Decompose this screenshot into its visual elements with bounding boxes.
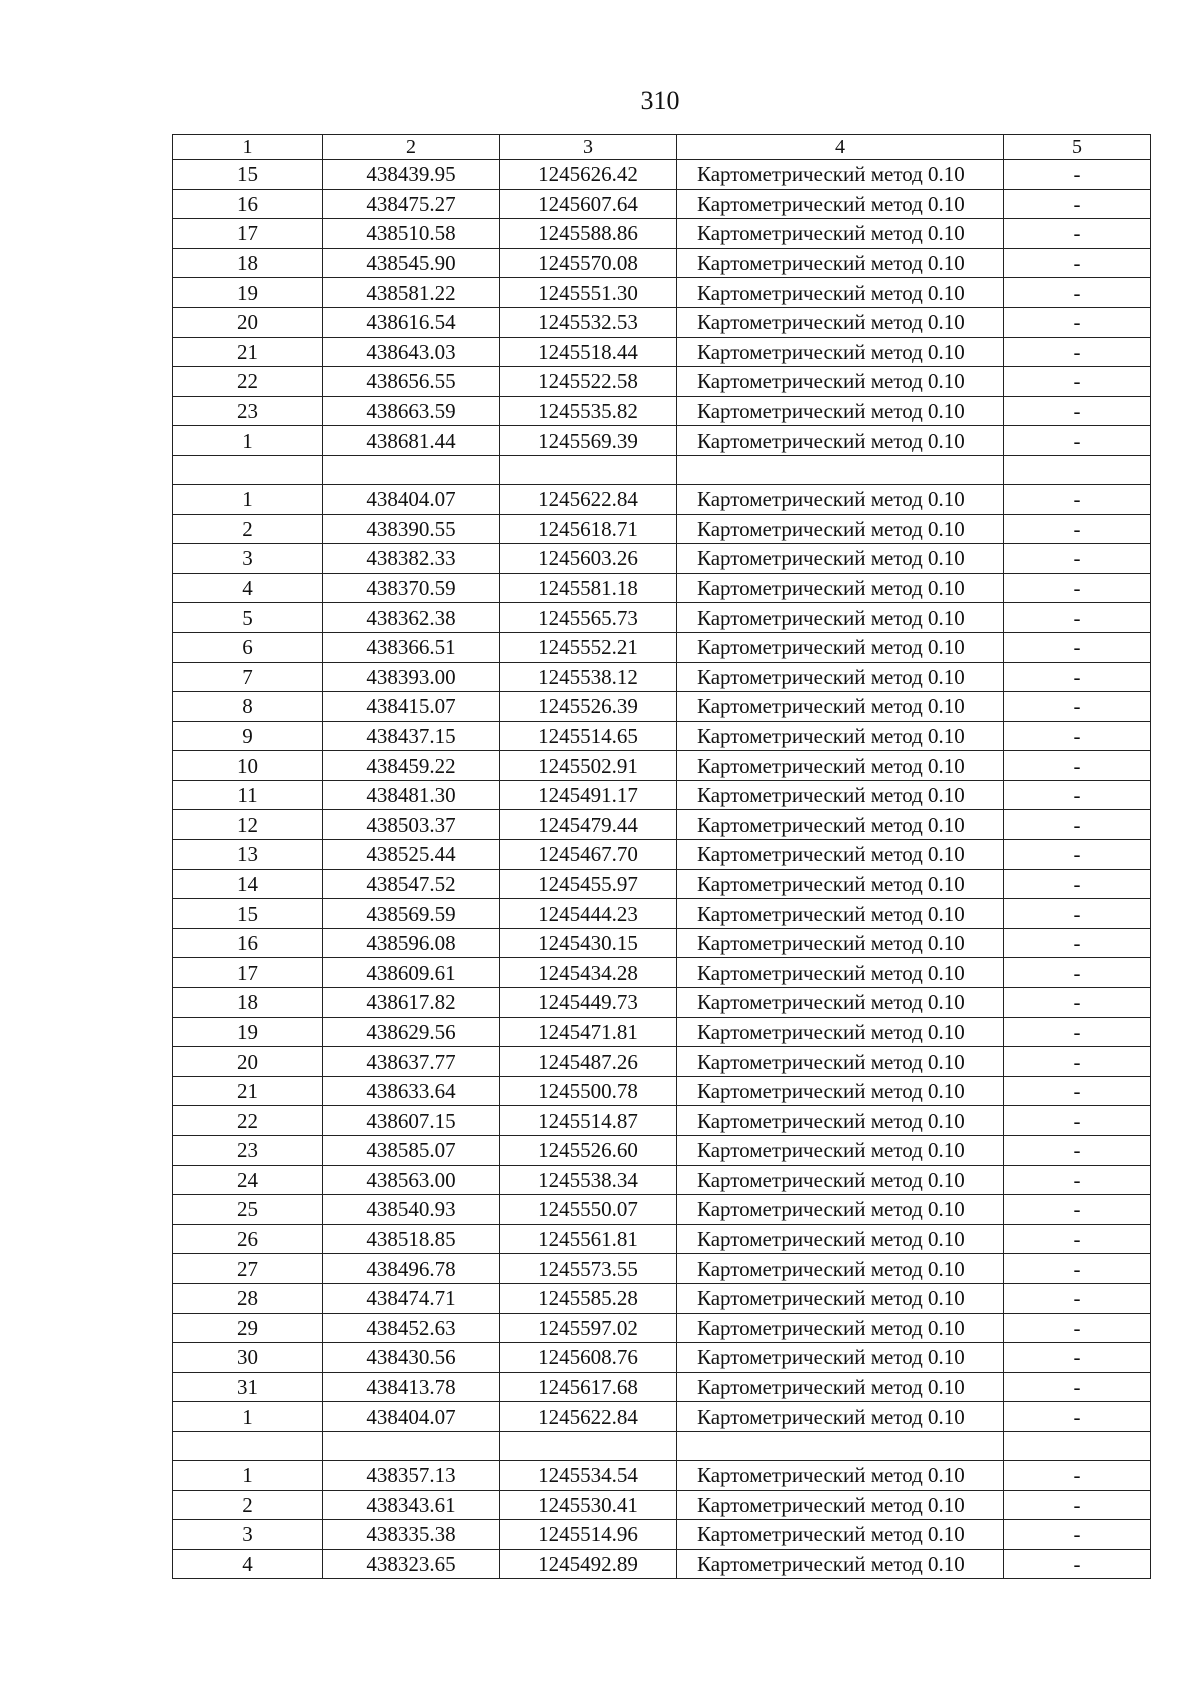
method-cell: Картометрический метод 0.10 xyxy=(677,869,1004,899)
note-cell: - xyxy=(1004,810,1151,840)
y-coordinate-cell: 1245608.76 xyxy=(500,1343,677,1373)
point-number-cell: 15 xyxy=(173,160,323,190)
y-coordinate-cell: 1245487.26 xyxy=(500,1047,677,1077)
note-cell: - xyxy=(1004,1372,1151,1402)
table-row xyxy=(173,1402,1151,1432)
method-cell: Картометрический метод 0.10 xyxy=(677,662,1004,692)
note-cell: - xyxy=(1004,632,1151,662)
y-coordinate-cell: 1245514.87 xyxy=(500,1106,677,1136)
x-coordinate-cell: 438366.51 xyxy=(323,632,500,662)
note-cell: - xyxy=(1004,1195,1151,1225)
table-row xyxy=(173,1460,1151,1490)
y-coordinate-cell: 1245622.84 xyxy=(500,1402,677,1432)
table-row xyxy=(173,1106,1151,1136)
x-coordinate-cell: 438609.61 xyxy=(323,958,500,988)
table-row xyxy=(173,899,1151,929)
table-row xyxy=(173,840,1151,870)
method-cell: Картометрический метод 0.10 xyxy=(677,1402,1004,1432)
x-coordinate-cell: 438404.07 xyxy=(323,1402,500,1432)
method-cell: Картометрический метод 0.10 xyxy=(677,692,1004,722)
y-coordinate-cell: 1245522.58 xyxy=(500,367,677,397)
note-cell: - xyxy=(1004,1136,1151,1166)
note-cell: - xyxy=(1004,337,1151,367)
x-coordinate-cell: 438563.00 xyxy=(323,1165,500,1195)
table-row xyxy=(173,1343,1151,1373)
point-number-cell: 19 xyxy=(173,1017,323,1047)
x-coordinate-cell: 438382.33 xyxy=(323,544,500,574)
point-number-cell: 10 xyxy=(173,751,323,781)
point-number-cell: 29 xyxy=(173,1313,323,1343)
x-coordinate-cell: 438343.61 xyxy=(323,1490,500,1520)
y-coordinate-cell: 1245538.34 xyxy=(500,1165,677,1195)
y-coordinate-cell: 1245471.81 xyxy=(500,1017,677,1047)
y-coordinate-cell: 1245500.78 xyxy=(500,1076,677,1106)
table-row xyxy=(173,189,1151,219)
x-coordinate-cell: 438437.15 xyxy=(323,721,500,751)
point-number-cell: 1 xyxy=(173,484,323,514)
x-coordinate-cell: 438362.38 xyxy=(323,603,500,633)
note-cell: - xyxy=(1004,278,1151,308)
note-cell: - xyxy=(1004,426,1151,456)
point-number-cell: 31 xyxy=(173,1372,323,1402)
x-coordinate-cell: 438545.90 xyxy=(323,248,500,278)
method-cell: Картометрический метод 0.10 xyxy=(677,1224,1004,1254)
table-row xyxy=(173,958,1151,988)
table-row xyxy=(173,337,1151,367)
table-row xyxy=(173,1313,1151,1343)
point-number-cell: 23 xyxy=(173,1136,323,1166)
y-coordinate-cell: 1245434.28 xyxy=(500,958,677,988)
point-number-cell: 25 xyxy=(173,1195,323,1225)
method-cell: Картометрический метод 0.10 xyxy=(677,1313,1004,1343)
x-coordinate-cell: 438335.38 xyxy=(323,1520,500,1550)
x-coordinate-cell: 438637.77 xyxy=(323,1047,500,1077)
note-cell: - xyxy=(1004,988,1151,1018)
method-cell xyxy=(677,1431,1004,1460)
x-coordinate-cell: 438681.44 xyxy=(323,426,500,456)
y-coordinate-cell: 1245581.18 xyxy=(500,573,677,603)
method-cell: Картометрический метод 0.10 xyxy=(677,189,1004,219)
x-coordinate-cell: 438617.82 xyxy=(323,988,500,1018)
point-number-cell: 20 xyxy=(173,307,323,337)
y-coordinate-cell: 1245502.91 xyxy=(500,751,677,781)
note-cell: - xyxy=(1004,514,1151,544)
y-coordinate-cell: 1245526.39 xyxy=(500,692,677,722)
y-coordinate-cell: 1245530.41 xyxy=(500,1490,677,1520)
method-cell: Картометрический метод 0.10 xyxy=(677,780,1004,810)
note-cell: - xyxy=(1004,1460,1151,1490)
x-coordinate-cell: 438474.71 xyxy=(323,1283,500,1313)
x-coordinate-cell: 438540.93 xyxy=(323,1195,500,1225)
point-number-cell xyxy=(173,455,323,484)
method-cell: Картометрический метод 0.10 xyxy=(677,1106,1004,1136)
method-cell: Картометрический метод 0.10 xyxy=(677,1372,1004,1402)
table-row xyxy=(173,632,1151,662)
note-cell: - xyxy=(1004,1490,1151,1520)
point-number-cell: 26 xyxy=(173,1224,323,1254)
note-cell: - xyxy=(1004,1520,1151,1550)
note-cell: - xyxy=(1004,248,1151,278)
table-row xyxy=(173,1047,1151,1077)
x-coordinate-cell: 438404.07 xyxy=(323,484,500,514)
x-coordinate-cell: 438510.58 xyxy=(323,219,500,249)
method-cell xyxy=(677,455,1004,484)
note-cell: - xyxy=(1004,160,1151,190)
note-cell: - xyxy=(1004,189,1151,219)
x-coordinate-cell: 438439.95 xyxy=(323,160,500,190)
y-coordinate-cell: 1245573.55 xyxy=(500,1254,677,1284)
note-cell: - xyxy=(1004,1343,1151,1373)
method-cell: Картометрический метод 0.10 xyxy=(677,603,1004,633)
point-number-cell: 2 xyxy=(173,1490,323,1520)
point-number-cell: 5 xyxy=(173,603,323,633)
point-number-cell: 3 xyxy=(173,544,323,574)
table-row xyxy=(173,662,1151,692)
x-coordinate-cell: 438370.59 xyxy=(323,573,500,603)
header-cell-3: 3 xyxy=(500,135,677,160)
x-coordinate-cell xyxy=(323,1431,500,1460)
table-row xyxy=(173,1283,1151,1313)
point-number-cell: 17 xyxy=(173,219,323,249)
y-coordinate-cell: 1245607.64 xyxy=(500,189,677,219)
table-row xyxy=(173,426,1151,456)
note-cell: - xyxy=(1004,603,1151,633)
x-coordinate-cell: 438569.59 xyxy=(323,899,500,929)
point-number-cell: 4 xyxy=(173,1549,323,1579)
table-row xyxy=(173,1549,1151,1579)
point-number-cell: 9 xyxy=(173,721,323,751)
y-coordinate-cell: 1245514.65 xyxy=(500,721,677,751)
table-row xyxy=(173,544,1151,574)
table-row xyxy=(173,1017,1151,1047)
y-coordinate-cell: 1245449.73 xyxy=(500,988,677,1018)
point-number-cell: 8 xyxy=(173,692,323,722)
table-row xyxy=(173,160,1151,190)
y-coordinate-cell: 1245430.15 xyxy=(500,928,677,958)
y-coordinate-cell: 1245569.39 xyxy=(500,426,677,456)
point-number-cell: 4 xyxy=(173,573,323,603)
method-cell: Картометрический метод 0.10 xyxy=(677,810,1004,840)
table-separator-row xyxy=(173,1431,1151,1460)
y-coordinate-cell: 1245534.54 xyxy=(500,1460,677,1490)
x-coordinate-cell: 438481.30 xyxy=(323,780,500,810)
x-coordinate-cell: 438518.85 xyxy=(323,1224,500,1254)
y-coordinate-cell: 1245626.42 xyxy=(500,160,677,190)
x-coordinate-cell: 438413.78 xyxy=(323,1372,500,1402)
table-row xyxy=(173,484,1151,514)
x-coordinate-cell: 438496.78 xyxy=(323,1254,500,1284)
note-cell: - xyxy=(1004,662,1151,692)
header-cell-1: 1 xyxy=(173,135,323,160)
note-cell: - xyxy=(1004,1313,1151,1343)
note-cell: - xyxy=(1004,484,1151,514)
table-row xyxy=(173,573,1151,603)
method-cell: Картометрический метод 0.10 xyxy=(677,1136,1004,1166)
note-cell: - xyxy=(1004,1549,1151,1579)
y-coordinate-cell: 1245618.71 xyxy=(500,514,677,544)
table-row xyxy=(173,1490,1151,1520)
x-coordinate-cell: 438357.13 xyxy=(323,1460,500,1490)
y-coordinate-cell: 1245518.44 xyxy=(500,337,677,367)
table-row xyxy=(173,869,1151,899)
table-row xyxy=(173,248,1151,278)
method-cell: Картометрический метод 0.10 xyxy=(677,1549,1004,1579)
x-coordinate-cell: 438430.56 xyxy=(323,1343,500,1373)
y-coordinate-cell xyxy=(500,1431,677,1460)
y-coordinate-cell: 1245479.44 xyxy=(500,810,677,840)
table-row xyxy=(173,692,1151,722)
method-cell: Картометрический метод 0.10 xyxy=(677,1283,1004,1313)
y-coordinate-cell: 1245603.26 xyxy=(500,544,677,574)
point-number-cell xyxy=(173,1431,323,1460)
x-coordinate-cell: 438656.55 xyxy=(323,367,500,397)
note-cell: - xyxy=(1004,869,1151,899)
point-number-cell: 2 xyxy=(173,514,323,544)
method-cell: Картометрический метод 0.10 xyxy=(677,426,1004,456)
page-number: 310 xyxy=(640,86,680,115)
table-separator-row xyxy=(173,455,1151,484)
x-coordinate-cell: 438390.55 xyxy=(323,514,500,544)
note-cell: - xyxy=(1004,751,1151,781)
x-coordinate-cell: 438525.44 xyxy=(323,840,500,870)
table-row xyxy=(173,307,1151,337)
x-coordinate-cell: 438616.54 xyxy=(323,307,500,337)
point-number-cell: 12 xyxy=(173,810,323,840)
note-cell: - xyxy=(1004,1402,1151,1432)
note-cell: - xyxy=(1004,367,1151,397)
x-coordinate-cell: 438663.59 xyxy=(323,396,500,426)
point-number-cell: 24 xyxy=(173,1165,323,1195)
point-number-cell: 21 xyxy=(173,337,323,367)
y-coordinate-cell: 1245622.84 xyxy=(500,484,677,514)
method-cell: Картометрический метод 0.10 xyxy=(677,367,1004,397)
method-cell: Картометрический метод 0.10 xyxy=(677,632,1004,662)
method-cell: Картометрический метод 0.10 xyxy=(677,899,1004,929)
method-cell: Картометрический метод 0.10 xyxy=(677,307,1004,337)
x-coordinate-cell xyxy=(323,455,500,484)
point-number-cell: 28 xyxy=(173,1283,323,1313)
header-cell-5: 5 xyxy=(1004,135,1151,160)
method-cell: Картометрический метод 0.10 xyxy=(677,840,1004,870)
y-coordinate-cell: 1245597.02 xyxy=(500,1313,677,1343)
y-coordinate-cell: 1245552.21 xyxy=(500,632,677,662)
table-row xyxy=(173,1136,1151,1166)
method-cell: Картометрический метод 0.10 xyxy=(677,1490,1004,1520)
point-number-cell: 19 xyxy=(173,278,323,308)
note-cell: - xyxy=(1004,840,1151,870)
point-number-cell: 7 xyxy=(173,662,323,692)
note-cell xyxy=(1004,455,1151,484)
table-row xyxy=(173,988,1151,1018)
method-cell: Картометрический метод 0.10 xyxy=(677,1047,1004,1077)
method-cell: Картометрический метод 0.10 xyxy=(677,1195,1004,1225)
table-row xyxy=(173,1224,1151,1254)
note-cell: - xyxy=(1004,1106,1151,1136)
y-coordinate-cell: 1245532.53 xyxy=(500,307,677,337)
note-cell: - xyxy=(1004,544,1151,574)
note-cell: - xyxy=(1004,396,1151,426)
point-number-cell: 16 xyxy=(173,928,323,958)
y-coordinate-cell: 1245444.23 xyxy=(500,899,677,929)
method-cell: Картометрический метод 0.10 xyxy=(677,337,1004,367)
point-number-cell: 16 xyxy=(173,189,323,219)
table-row xyxy=(173,1520,1151,1550)
method-cell: Картометрический метод 0.10 xyxy=(677,1165,1004,1195)
point-number-cell: 1 xyxy=(173,1460,323,1490)
y-coordinate-cell xyxy=(500,455,677,484)
method-cell: Картометрический метод 0.10 xyxy=(677,1076,1004,1106)
table-row xyxy=(173,751,1151,781)
y-coordinate-cell: 1245526.60 xyxy=(500,1136,677,1166)
point-number-cell: 21 xyxy=(173,1076,323,1106)
x-coordinate-cell: 438547.52 xyxy=(323,869,500,899)
method-cell: Картометрический метод 0.10 xyxy=(677,958,1004,988)
coordinates-table-container xyxy=(172,134,1146,1579)
point-number-cell: 27 xyxy=(173,1254,323,1284)
table-row xyxy=(173,1195,1151,1225)
header-cell-4: 4 xyxy=(677,135,1004,160)
point-number-cell: 20 xyxy=(173,1047,323,1077)
y-coordinate-cell: 1245538.12 xyxy=(500,662,677,692)
x-coordinate-cell: 438415.07 xyxy=(323,692,500,722)
point-number-cell: 13 xyxy=(173,840,323,870)
method-cell: Картометрический метод 0.10 xyxy=(677,928,1004,958)
point-number-cell: 14 xyxy=(173,869,323,899)
note-cell: - xyxy=(1004,928,1151,958)
method-cell: Картометрический метод 0.10 xyxy=(677,219,1004,249)
note-cell: - xyxy=(1004,1076,1151,1106)
table-body xyxy=(173,135,1151,1579)
note-cell: - xyxy=(1004,307,1151,337)
x-coordinate-cell: 438459.22 xyxy=(323,751,500,781)
point-number-cell: 18 xyxy=(173,988,323,1018)
y-coordinate-cell: 1245535.82 xyxy=(500,396,677,426)
x-coordinate-cell: 438581.22 xyxy=(323,278,500,308)
y-coordinate-cell: 1245565.73 xyxy=(500,603,677,633)
y-coordinate-cell: 1245617.68 xyxy=(500,1372,677,1402)
y-coordinate-cell: 1245585.28 xyxy=(500,1283,677,1313)
y-coordinate-cell: 1245570.08 xyxy=(500,248,677,278)
note-cell: - xyxy=(1004,1047,1151,1077)
y-coordinate-cell: 1245455.97 xyxy=(500,869,677,899)
table-row xyxy=(173,603,1151,633)
table-row xyxy=(173,810,1151,840)
y-coordinate-cell: 1245514.96 xyxy=(500,1520,677,1550)
method-cell: Картометрический метод 0.10 xyxy=(677,988,1004,1018)
point-number-cell: 22 xyxy=(173,1106,323,1136)
table-header-row xyxy=(173,135,1151,160)
table-row xyxy=(173,1254,1151,1284)
x-coordinate-cell: 438503.37 xyxy=(323,810,500,840)
method-cell: Картометрический метод 0.10 xyxy=(677,248,1004,278)
x-coordinate-cell: 438643.03 xyxy=(323,337,500,367)
x-coordinate-cell: 438629.56 xyxy=(323,1017,500,1047)
note-cell: - xyxy=(1004,899,1151,929)
point-number-cell: 22 xyxy=(173,367,323,397)
x-coordinate-cell: 438452.63 xyxy=(323,1313,500,1343)
note-cell: - xyxy=(1004,1283,1151,1313)
x-coordinate-cell: 438585.07 xyxy=(323,1136,500,1166)
table-row xyxy=(173,219,1151,249)
table-row xyxy=(173,1165,1151,1195)
method-cell: Картометрический метод 0.10 xyxy=(677,544,1004,574)
x-coordinate-cell: 438475.27 xyxy=(323,189,500,219)
point-number-cell: 30 xyxy=(173,1343,323,1373)
coordinates-table xyxy=(172,134,1151,1579)
method-cell: Картометрический метод 0.10 xyxy=(677,396,1004,426)
note-cell: - xyxy=(1004,219,1151,249)
x-coordinate-cell: 438607.15 xyxy=(323,1106,500,1136)
table-row xyxy=(173,1076,1151,1106)
point-number-cell: 18 xyxy=(173,248,323,278)
point-number-cell: 15 xyxy=(173,899,323,929)
method-cell: Картометрический метод 0.10 xyxy=(677,1520,1004,1550)
method-cell: Картометрический метод 0.10 xyxy=(677,721,1004,751)
y-coordinate-cell: 1245491.17 xyxy=(500,780,677,810)
method-cell: Картометрический метод 0.10 xyxy=(677,514,1004,544)
point-number-cell: 6 xyxy=(173,632,323,662)
note-cell xyxy=(1004,1431,1151,1460)
point-number-cell: 11 xyxy=(173,780,323,810)
method-cell: Картометрический метод 0.10 xyxy=(677,1460,1004,1490)
note-cell: - xyxy=(1004,1017,1151,1047)
table-row xyxy=(173,928,1151,958)
y-coordinate-cell: 1245492.89 xyxy=(500,1549,677,1579)
method-cell: Картометрический метод 0.10 xyxy=(677,573,1004,603)
y-coordinate-cell: 1245550.07 xyxy=(500,1195,677,1225)
note-cell: - xyxy=(1004,1224,1151,1254)
table-row xyxy=(173,780,1151,810)
method-cell: Картометрический метод 0.10 xyxy=(677,160,1004,190)
y-coordinate-cell: 1245561.81 xyxy=(500,1224,677,1254)
point-number-cell: 17 xyxy=(173,958,323,988)
table-row xyxy=(173,396,1151,426)
x-coordinate-cell: 438596.08 xyxy=(323,928,500,958)
method-cell: Картометрический метод 0.10 xyxy=(677,1254,1004,1284)
note-cell: - xyxy=(1004,780,1151,810)
point-number-cell: 1 xyxy=(173,426,323,456)
x-coordinate-cell: 438633.64 xyxy=(323,1076,500,1106)
table-row xyxy=(173,514,1151,544)
y-coordinate-cell: 1245588.86 xyxy=(500,219,677,249)
method-cell: Картометрический метод 0.10 xyxy=(677,278,1004,308)
table-row xyxy=(173,721,1151,751)
y-coordinate-cell: 1245551.30 xyxy=(500,278,677,308)
y-coordinate-cell: 1245467.70 xyxy=(500,840,677,870)
header-cell-2: 2 xyxy=(323,135,500,160)
note-cell: - xyxy=(1004,1165,1151,1195)
note-cell: - xyxy=(1004,1254,1151,1284)
table-row xyxy=(173,367,1151,397)
x-coordinate-cell: 438323.65 xyxy=(323,1549,500,1579)
point-number-cell: 23 xyxy=(173,396,323,426)
method-cell: Картометрический метод 0.10 xyxy=(677,1343,1004,1373)
note-cell: - xyxy=(1004,573,1151,603)
note-cell: - xyxy=(1004,692,1151,722)
method-cell: Картометрический метод 0.10 xyxy=(677,751,1004,781)
note-cell: - xyxy=(1004,958,1151,988)
table-row xyxy=(173,1372,1151,1402)
point-number-cell: 3 xyxy=(173,1520,323,1550)
note-cell: - xyxy=(1004,721,1151,751)
point-number-cell: 1 xyxy=(173,1402,323,1432)
method-cell: Картометрический метод 0.10 xyxy=(677,484,1004,514)
x-coordinate-cell: 438393.00 xyxy=(323,662,500,692)
method-cell: Картометрический метод 0.10 xyxy=(677,1017,1004,1047)
table-row xyxy=(173,278,1151,308)
